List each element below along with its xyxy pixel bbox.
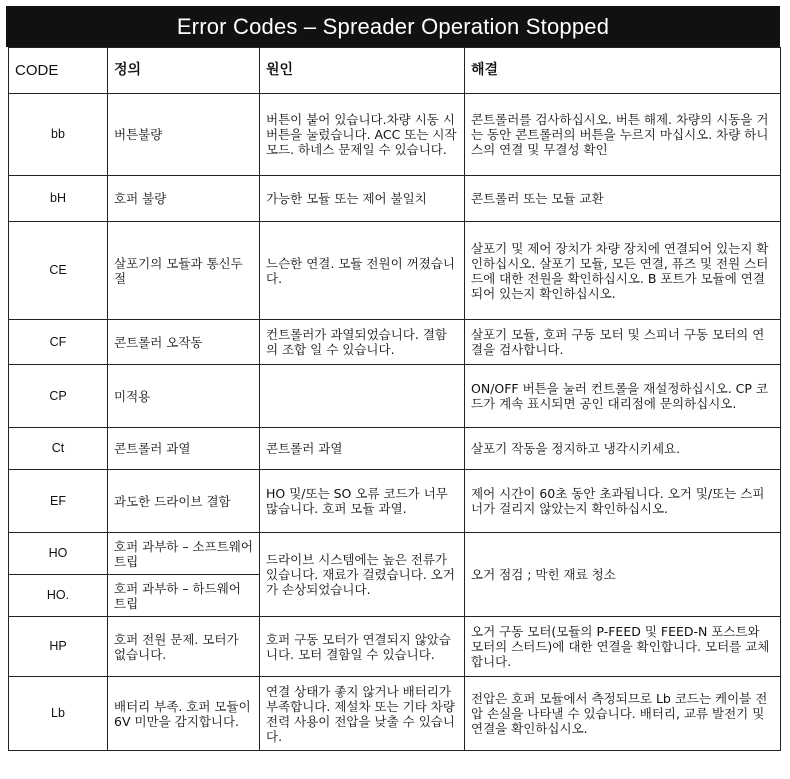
cause-cell: 가능한 모듈 또는 제어 불일치 [260, 176, 465, 222]
cause-cell [260, 365, 465, 428]
definition-cell: 살포기의 모듈과 통신두절 [108, 222, 260, 320]
table-row [9, 617, 781, 677]
error-code: CP [9, 365, 108, 428]
definition-cell: 배터리 부족. 호퍼 모듈이 6V 미만을 감지합니다. [108, 677, 260, 751]
solution-cell: 살포기 및 제어 장치가 차량 장치에 연결되어 있는지 확인하십시오. 살포기 모듈, 모든 연결, 퓨즈 및 전원 스터드에 대한 전원을 확인하십시오. B 포트가 모듈에 연결되어 있는지 확인하십시오. [465, 222, 781, 320]
table-row [9, 365, 781, 428]
definition-cell: 콘트롤러 오작동 [108, 320, 260, 365]
header-row [9, 48, 781, 94]
definition-cell: 콘트롤러 과열 [108, 428, 260, 470]
solution-cell: ON/OFF 버튼을 눌러 컨트롤을 재설정하십시오. CP 코드가 계속 표시되면 공인 대리점에 문의하십시오. [465, 365, 781, 428]
solution-cell: 오거 점검 ; 막힌 재료 청소 [465, 533, 781, 617]
error-code: CF [9, 320, 108, 365]
cause-cell: 드라이브 시스템에는 높은 전류가 있습니다. 재료가 걸렸습니다. 오거가 손상되었습니다. [260, 533, 465, 617]
cause-cell: 컨트롤러가 과열되었습니다. 결함의 조합 일 수 있습니다. [260, 320, 465, 365]
solution-cell: 콘트롤러 또는 모듈 교환 [465, 176, 781, 222]
definition-cell: 버튼불량 [108, 94, 260, 176]
error-code: HO. [9, 575, 108, 617]
cause-cell: HO 및/또는 SO 오류 코드가 너무 많습니다. 호퍼 모듈 과열. [260, 470, 465, 533]
header-solution: 해결 [465, 48, 781, 94]
table-row [9, 94, 781, 176]
error-code: EF [9, 470, 108, 533]
table-row [9, 428, 781, 470]
solution-cell: 전압은 호퍼 모듈에서 측정되므로 Lb 코드는 케이블 전압 손실을 나타낼 수 있습니다. 배터리, 교류 발전기 및 연결을 확인하십시오. [465, 677, 781, 751]
error-code: bb [9, 94, 108, 176]
table-row [9, 677, 781, 751]
solution-cell: 제어 시간이 60초 동안 초과됩니다. 오거 및/또는 스피너가 걸리지 않았는지 확인하십시오. [465, 470, 781, 533]
table-row [9, 470, 781, 533]
cause-cell: 버튼이 붙어 있습니다.차량 시동 시 버튼을 눌렀습니다. ACC 또는 시작 모드. 하네스 문제일 수 있습니다. [260, 94, 465, 176]
definition-cell: 호퍼 전원 문제. 모터가 없습니다. [108, 617, 260, 677]
solution-cell: 살포기 작동을 정지하고 냉각시키세요. [465, 428, 781, 470]
definition-cell: 호퍼 과부하 – 소프트웨어 트립 [108, 533, 260, 575]
definition-cell: 과도한 드라이브 결함 [108, 470, 260, 533]
table-title: Error Codes – Spreader Operation Stopped [6, 6, 780, 47]
solution-cell: 콘트롤러를 검사하십시오. 버튼 해제. 차량의 시동을 거는 동안 콘트롤러의 버튼을 누르지 마십시오. 차량 하니스의 연결 및 무결성 확인 [465, 94, 781, 176]
solution-cell: 살포기 모듈, 호퍼 구동 모터 및 스피너 구동 모터의 연결을 검사합니다. [465, 320, 781, 365]
header-cause: 원인 [260, 48, 465, 94]
solution-cell: 오거 구동 모터(모듈의 P-FEED 및 FEED-N 포스트와 모터의 스터드)에 대한 연결을 확인합니다. 모터를 교체합니다. [465, 617, 781, 677]
definition-cell: 호퍼 불량 [108, 176, 260, 222]
error-code: Ct [9, 428, 108, 470]
error-codes-table [8, 47, 781, 751]
error-code: HO [9, 533, 108, 575]
table-row [9, 533, 781, 575]
cause-cell: 연결 상태가 좋지 않거나 배터리가 부족합니다. 제설차 또는 기타 차량전력 사용이 전압을 낮출 수 있습니다. [260, 677, 465, 751]
error-code: Lb [9, 677, 108, 751]
error-code: HP [9, 617, 108, 677]
table-row [9, 176, 781, 222]
header-definition: 정의 [108, 48, 260, 94]
header-code: CODE [9, 48, 108, 94]
definition-cell: 호퍼 과부하 – 하드웨어 트립 [108, 575, 260, 617]
error-code: CE [9, 222, 108, 320]
table-row [9, 320, 781, 365]
cause-cell: 호퍼 구동 모터가 연결되지 않았습니다. 모터 결함일 수 있습니다. [260, 617, 465, 677]
table-row [9, 222, 781, 320]
cause-cell: 느슨한 연결. 모듈 전원이 꺼졌습니다. [260, 222, 465, 320]
definition-cell: 미적용 [108, 365, 260, 428]
error-code: bH [9, 176, 108, 222]
cause-cell: 콘트롤러 과열 [260, 428, 465, 470]
